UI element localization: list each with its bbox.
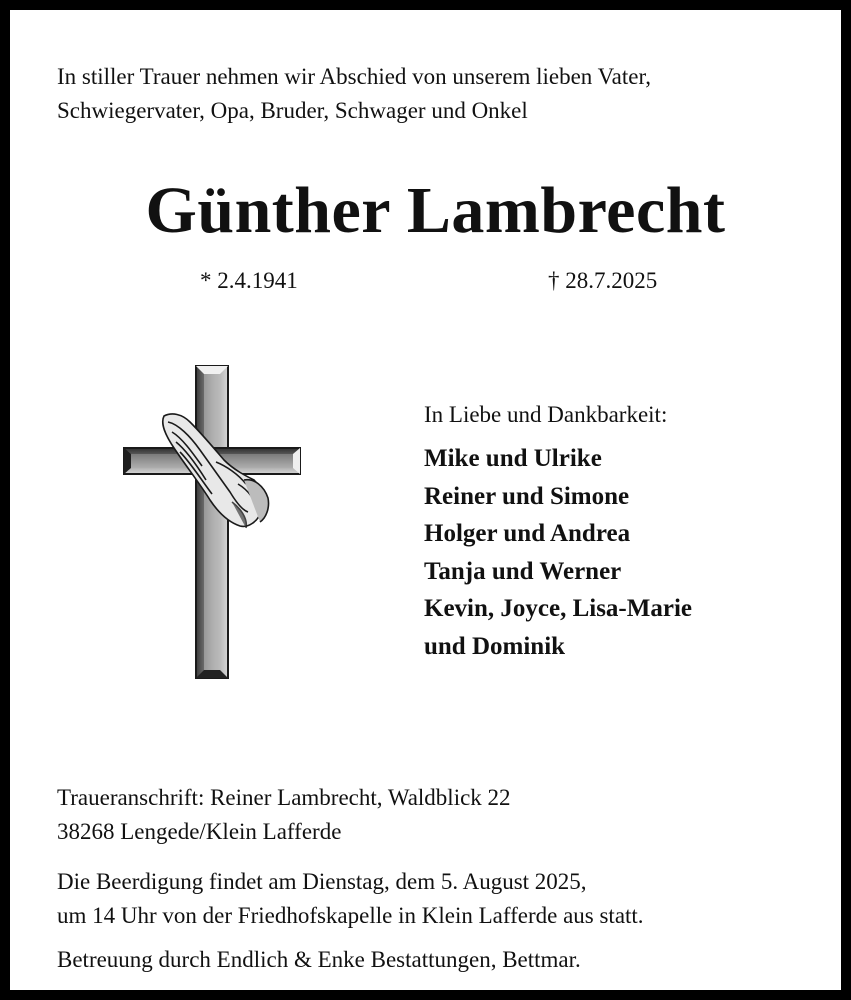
mourner-entry: Mike und Ulrike	[424, 445, 602, 472]
mourning-address	[57, 781, 511, 849]
funeral-info	[57, 865, 644, 933]
funeral-line-2: um 14 Uhr von der Friedhofskapelle in Klein Lafferde aus statt.	[57, 903, 644, 928]
mourner-entry: und Dominik	[424, 632, 566, 660]
cross-with-praying-hands-icon	[120, 362, 304, 682]
birth-date: * 2.4.1941	[200, 268, 298, 293]
intro-line-2: Schwiegervater, Opa, Bruder, Schwager und Onkel	[57, 98, 528, 123]
mourners-list	[424, 440, 692, 665]
mourner-entry: Reiner und Simone	[424, 482, 630, 510]
cross-vertical-beam	[196, 366, 228, 678]
intro-line-1: In stiller Trauer nehmen wir Abschied von unserem lieben Vater,	[57, 64, 651, 89]
intro-text	[57, 60, 651, 128]
mourner-entry: Kevin, Joyce, Lisa-Marie	[424, 595, 692, 622]
death-date: † 28.7.2025	[548, 268, 658, 293]
mourner-entry: Tanja und Werner	[424, 557, 622, 585]
address-line-1: Traueranschrift: Reiner Lambrecht, Waldblick 22	[57, 785, 511, 810]
funeral-line-1: Die Beerdigung findet am Dienstag, dem 5. August 2025,	[57, 869, 587, 894]
mourner-entry: Holger und Andrea	[424, 520, 631, 547]
address-line-2: 38268 Lengede/Klein Lafferde	[57, 819, 342, 844]
deceased-name: Günther Lambrecht	[145, 174, 726, 247]
funeral-home-credit: Betreuung durch Endlich & Enke Bestattungen, Bettmar.	[57, 947, 581, 972]
mourners-heading: In Liebe und Dankbarkeit:	[424, 402, 668, 427]
